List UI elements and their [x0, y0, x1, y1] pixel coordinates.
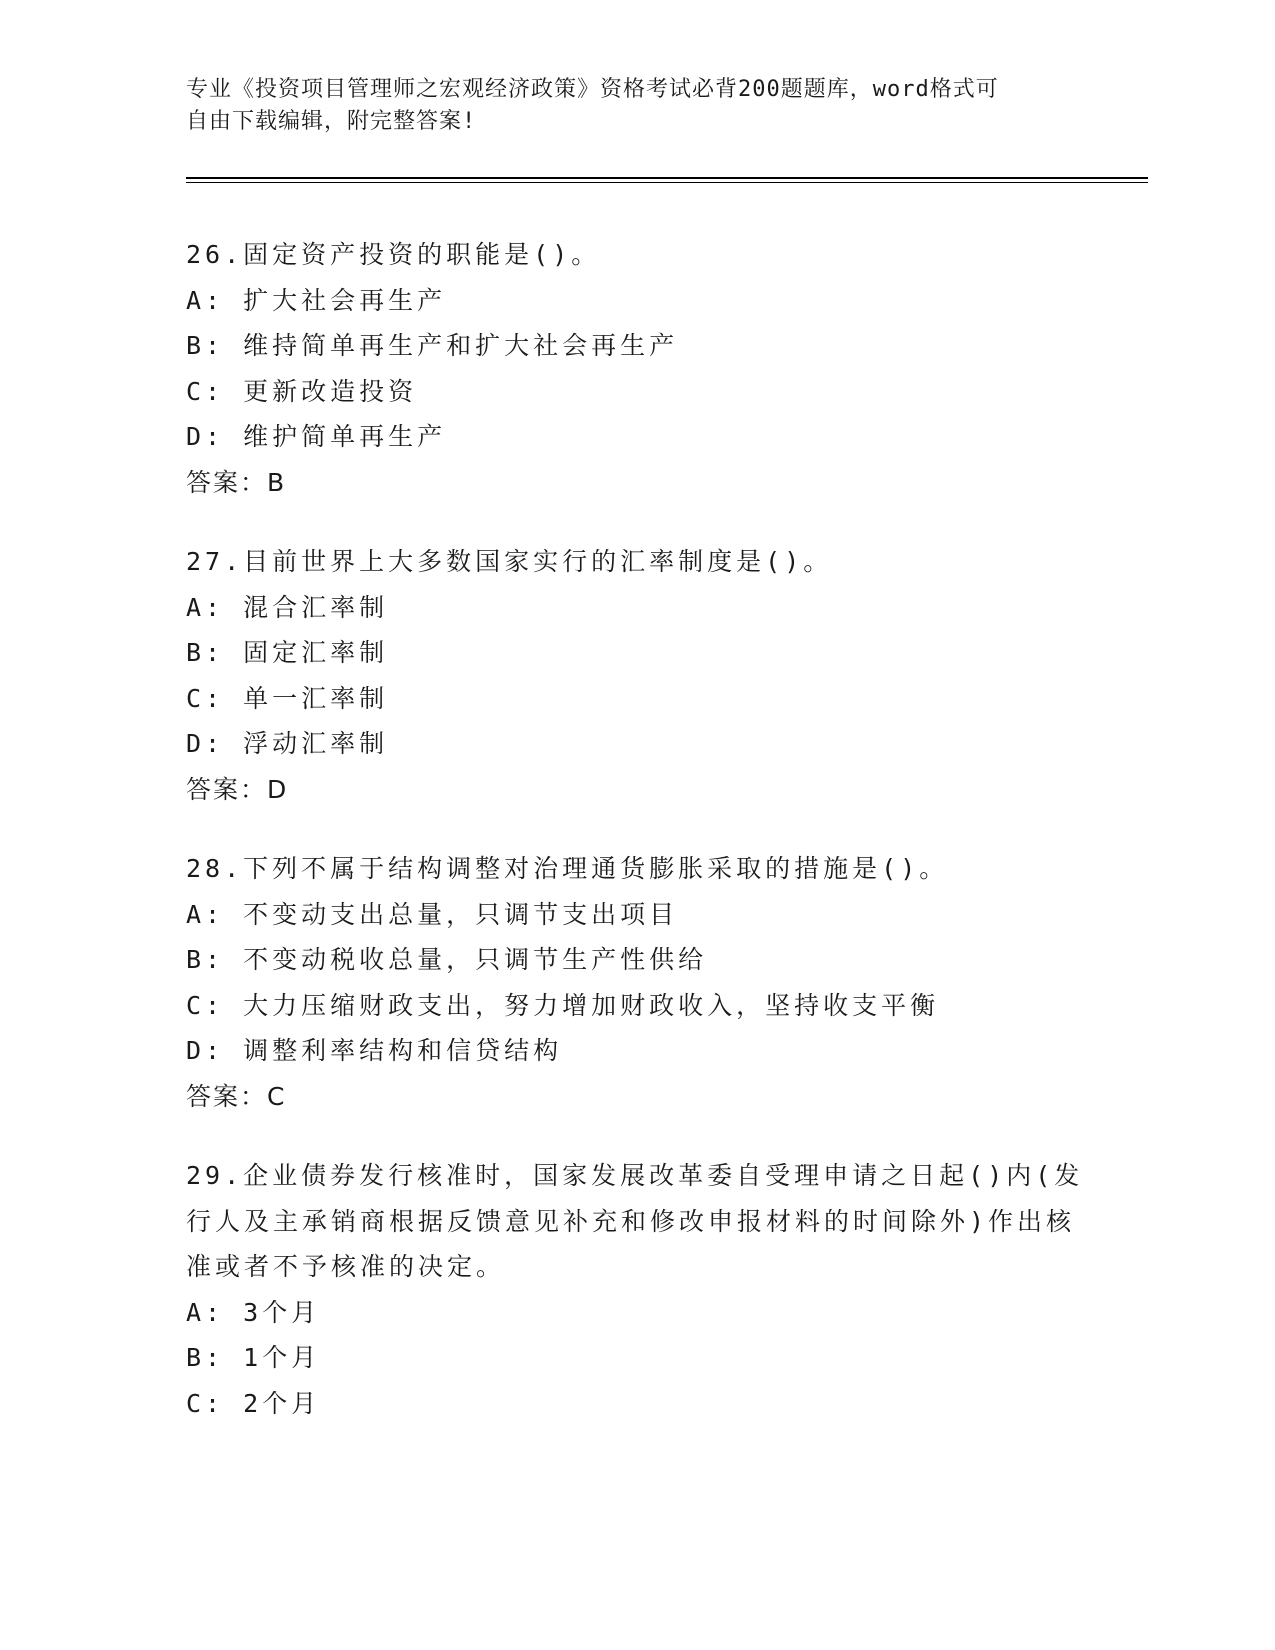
option-b: B: 维持简单再生产和扩大社会再生产 [186, 331, 679, 360]
option-c: C: 大力压缩财政支出，努力增加财政收入，坚持收支平衡 [186, 990, 940, 1020]
option-a: A: 混合汇率制 [186, 592, 389, 622]
option-a: A: 3个月 [186, 1297, 321, 1327]
question-stem: 27.目前世界上大多数国家实行的汇率制度是()。 [186, 547, 833, 576]
question-stem: 26.固定资产投资的职能是()。 [186, 240, 601, 269]
header-divider-thick [186, 177, 1148, 179]
question-stem-line-2: 行人及主承销商根据反馈意见补充和修改申报材料的时间除外)作出核 [186, 1206, 1076, 1236]
option-c: C: 单一汇率制 [186, 683, 389, 713]
option-d: D: 维护简单再生产 [186, 422, 447, 451]
question-28 [186, 846, 1086, 1119]
answer: 答案：D [186, 774, 289, 804]
header-line-2: 自由下载编辑，附完整答案! [186, 109, 477, 134]
question-stem: 28.下列不属于结构调整对治理通货膨胀采取的措施是()。 [186, 854, 949, 883]
option-a: A: 扩大社会再生产 [186, 285, 447, 315]
option-d: D: 浮动汇率制 [186, 729, 389, 758]
option-c: C: 2个月 [186, 1388, 321, 1418]
option-b: B: 固定汇率制 [186, 638, 389, 667]
answer: 答案：B [186, 467, 287, 497]
option-b: B: 1个月 [186, 1343, 321, 1372]
option-c: C: 更新改造投资 [186, 376, 418, 406]
question-27 [186, 539, 1086, 812]
option-d: D: 调整利率结构和信贷结构 [186, 1036, 563, 1065]
answer: 答案：C [186, 1081, 287, 1111]
question-29 [186, 1153, 1086, 1426]
question-stem-line-1: 29.企业债券发行核准时，国家发展改革委自受理申请之日起()内(发 [186, 1161, 1084, 1190]
document-header [186, 74, 1066, 138]
option-a: A: 不变动支出总量，只调节支出项目 [186, 899, 679, 929]
header-line-1: 专业《投资项目管理师之宏观经济政策》资格考试必背200题题库，word格式可 [186, 77, 999, 102]
question-stem-line-3: 准或者不予核准的决定。 [186, 1252, 506, 1281]
question-26 [186, 232, 1086, 505]
question-list [186, 232, 1086, 1460]
option-b: B: 不变动税收总量，只调节生产性供给 [186, 945, 708, 974]
header-divider-thin [186, 182, 1148, 183]
